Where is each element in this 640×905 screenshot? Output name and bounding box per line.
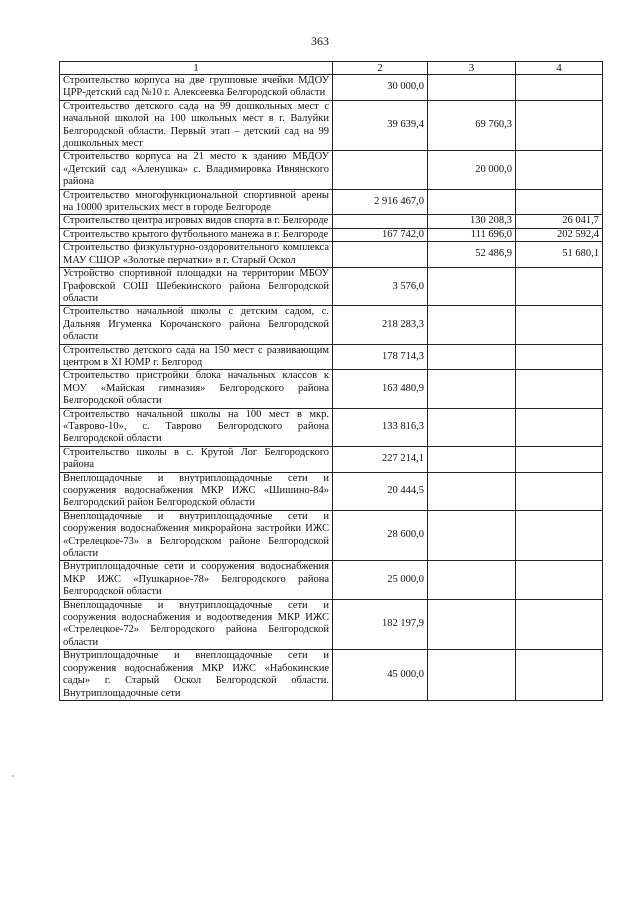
row-value-col-4: 26 041,7 — [516, 215, 603, 228]
row-value-col-2 — [333, 242, 428, 268]
row-value-col-4 — [516, 599, 603, 650]
row-value-col-4 — [516, 472, 603, 510]
row-value-col-2: 167 742,0 — [333, 228, 428, 241]
row-value-col-4 — [516, 446, 603, 472]
row-description: Строительство корпуса на две групповые ячейки МДОУ ЦРР-детский сад №10 г. Алексеевка Белгородской области — [60, 75, 333, 101]
row-value-col-2: 227 214,1 — [333, 446, 428, 472]
row-value-col-2: 133 816,3 — [333, 408, 428, 446]
row-value-col-4: 202 592,4 — [516, 228, 603, 241]
row-value-col-2: 45 000,0 — [333, 650, 428, 701]
table-row — [60, 446, 603, 472]
row-description: Строительство многофункциональной спортивной арены на 10000 зрительских мест в городе Белгороде — [60, 189, 333, 215]
row-value-col-2: 182 197,9 — [333, 599, 428, 650]
table-row — [60, 472, 603, 510]
row-value-col-2: 163 480,9 — [333, 370, 428, 408]
row-value-col-4 — [516, 650, 603, 701]
row-value-col-3 — [428, 561, 516, 599]
row-value-col-3: 20 000,0 — [428, 151, 516, 189]
row-value-col-2: 28 600,0 — [333, 510, 428, 561]
row-description: Строительство детского сада на 99 дошкольных мест с начальной школой на 100 школьных мест в г. Валуйки Белгородской области. Первый этап – детский сад на 99 дошкольных мест — [60, 100, 333, 151]
page-number: 363 — [311, 34, 329, 48]
row-value-col-2 — [333, 151, 428, 189]
row-value-col-2 — [333, 215, 428, 228]
row-value-col-4 — [516, 370, 603, 408]
row-value-col-4 — [516, 510, 603, 561]
row-description: Внеплощадочные и внутриплощадочные сети и сооружения водоснабжения МКР ИЖС «Шишино-84» Белгородский район Белгородской области — [60, 472, 333, 510]
table-row — [60, 370, 603, 408]
row-value-col-4 — [516, 268, 603, 306]
table-row — [60, 561, 603, 599]
row-description: Внеплощадочные и внутриплощадочные сети и сооружения водоснабжения и водоотведения МКР ИЖС «Стрелецкое-72» Белгородского района Белгородской области — [60, 599, 333, 650]
table-row — [60, 408, 603, 446]
row-value-col-4: 51 680,1 — [516, 242, 603, 268]
table-row — [60, 189, 603, 215]
table-header-row — [60, 62, 603, 75]
row-value-col-4 — [516, 561, 603, 599]
table-row — [60, 510, 603, 561]
row-value-col-3 — [428, 472, 516, 510]
table-row — [60, 75, 603, 101]
row-value-col-3 — [428, 268, 516, 306]
table-row — [60, 650, 603, 701]
row-value-col-2: 2 916 467,0 — [333, 189, 428, 215]
row-value-col-4 — [516, 306, 603, 344]
row-value-col-2: 30 000,0 — [333, 75, 428, 101]
table-body — [60, 75, 603, 701]
table-row — [60, 100, 603, 151]
row-description: Строительство крытого футбольного манежа в г. Белгороде — [60, 228, 333, 241]
row-value-col-3 — [428, 446, 516, 472]
table-row — [60, 151, 603, 189]
table-row — [60, 242, 603, 268]
row-value-col-4 — [516, 151, 603, 189]
row-value-col-3 — [428, 306, 516, 344]
row-description: Строительство школы в с. Крутой Лог Белгородского района — [60, 446, 333, 472]
row-description: Строительство физкультурно-оздоровительного комплекса МАУ СШОР «Золотые перчатки» в г. Старый Оскол — [60, 242, 333, 268]
header-col-1: 1 — [60, 62, 333, 75]
row-value-col-4 — [516, 344, 603, 370]
row-value-col-3 — [428, 75, 516, 101]
row-description: Строительство начальной школы с детским садом, с. Дальняя Игуменка Корочанского района Белгородской области — [60, 306, 333, 344]
row-description: Строительство центра игровых видов спорта в г. Белгороде — [60, 215, 333, 228]
table-row — [60, 268, 603, 306]
row-value-col-3 — [428, 408, 516, 446]
table-row — [60, 306, 603, 344]
row-value-col-3 — [428, 599, 516, 650]
row-value-col-3: 69 760,3 — [428, 100, 516, 151]
row-value-col-4 — [516, 75, 603, 101]
row-description: Строительство начальной школы на 100 мест в мкр. «Таврово-10», с. Таврово Белгородского района Белгородской области — [60, 408, 333, 446]
row-value-col-2: 20 444,5 — [333, 472, 428, 510]
row-value-col-4 — [516, 100, 603, 151]
row-value-col-3: 52 486,9 — [428, 242, 516, 268]
row-value-col-4 — [516, 189, 603, 215]
row-value-col-3 — [428, 189, 516, 215]
header-col-2: 2 — [333, 62, 428, 75]
row-description: Строительство пристройки блока начальных классов к МОУ «Майская гимназия» Белгородского района Белгородской области — [60, 370, 333, 408]
row-value-col-3 — [428, 510, 516, 561]
row-value-col-2: 218 283,3 — [333, 306, 428, 344]
table-row — [60, 228, 603, 241]
row-value-col-2: 39 639,4 — [333, 100, 428, 151]
table-row — [60, 215, 603, 228]
row-value-col-3 — [428, 650, 516, 701]
row-description: Внутриплощадочные сети и сооружения водоснабжения МКР ИЖС «Пушкарное-78» Белгородского района Белгородской области — [60, 561, 333, 599]
row-value-col-3 — [428, 344, 516, 370]
header-col-4: 4 — [516, 62, 603, 75]
row-description: Строительство корпуса на 21 место к зданию МБДОУ «Детский сад «Аленушка» с. Владимировка Ивнянского района — [60, 151, 333, 189]
row-value-col-2: 178 714,3 — [333, 344, 428, 370]
row-value-col-3 — [428, 370, 516, 408]
row-value-col-4 — [516, 408, 603, 446]
row-value-col-3: 130 208,3 — [428, 215, 516, 228]
row-value-col-2: 3 576,0 — [333, 268, 428, 306]
row-description: Внеплощадочные и внутриплощадочные сети и сооружения водоснабжения микрорайона застройки ИЖС «Стрелецкое-73» в Белгородском районе Белгородской области — [60, 510, 333, 561]
row-value-col-3: 111 696,0 — [428, 228, 516, 241]
row-value-col-2: 25 000,0 — [333, 561, 428, 599]
scan-speck — [12, 775, 14, 777]
funding-table — [59, 61, 603, 701]
table-row — [60, 599, 603, 650]
row-description: Строительство детского сада на 150 мест с развивающим центром в XI ЮМР г. Белгород — [60, 344, 333, 370]
row-description: Внутриплощадочные и внеплощадочные сети и сооружения водоснабжения МКР ИЖС «Набокинские сады» г. Старый Оскол Белгородской области. Внутриплощадочные сети — [60, 650, 333, 701]
row-description: Устройство спортивной площадки на территории МБОУ Графовской СОШ Шебекинского района Белгородской области — [60, 268, 333, 306]
header-col-3: 3 — [428, 62, 516, 75]
table-row — [60, 344, 603, 370]
